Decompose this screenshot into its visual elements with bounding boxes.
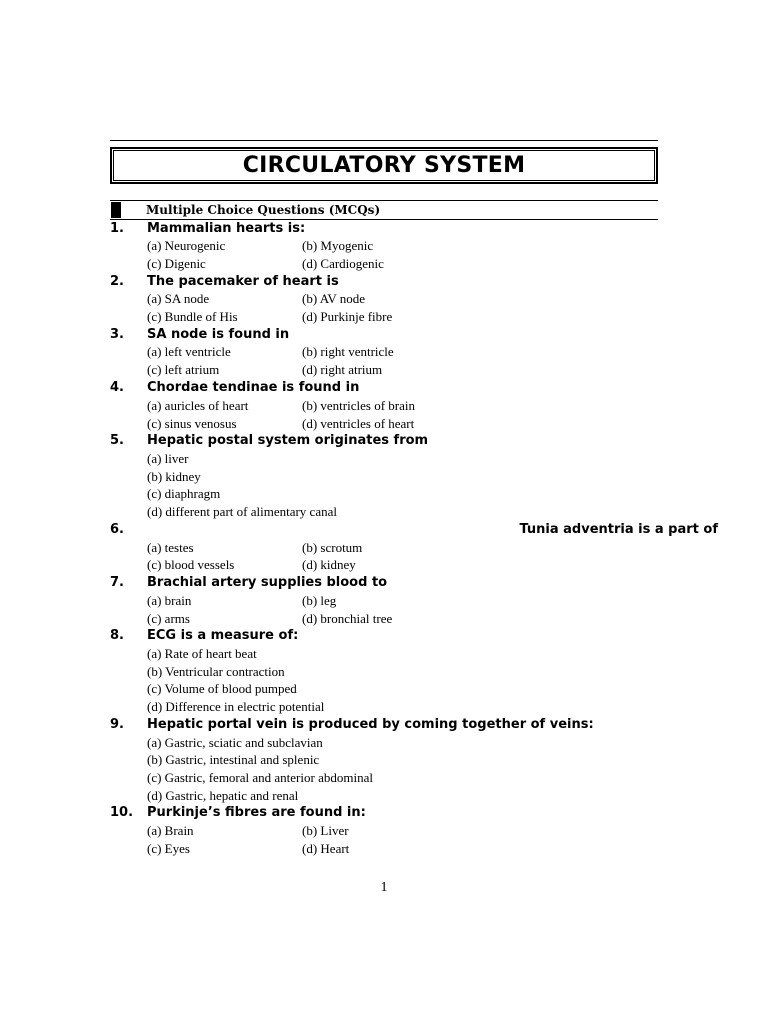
option: (d) Heart xyxy=(302,841,350,856)
option: (b) Ventricular contraction xyxy=(147,664,285,679)
question-number: 5. xyxy=(110,433,124,448)
question-number: 9. xyxy=(110,717,124,732)
option: (b) leg xyxy=(302,593,337,608)
option: (c) diaphragm xyxy=(147,486,221,501)
question-number: 6. xyxy=(110,522,124,537)
option: (d) Difference in electric potential xyxy=(147,699,325,714)
question-text: Hepatic postal system originates from xyxy=(147,433,429,448)
question-number: 7. xyxy=(110,575,124,590)
option: (d) kidney xyxy=(302,557,356,572)
question-text: The pacemaker of heart is xyxy=(147,274,339,289)
top-rule xyxy=(110,140,658,141)
question-text: Mammalian hearts is: xyxy=(147,221,306,236)
option: (c) Gastric, femoral and anterior abdominal xyxy=(147,770,373,785)
question-number: 3. xyxy=(110,327,124,342)
option: (c) left atrium xyxy=(147,362,220,377)
question-text: Chordae tendinae is found in xyxy=(147,380,360,395)
option: (b) Liver xyxy=(302,823,349,838)
option: (b) Myogenic xyxy=(302,238,374,253)
option: (c) blood vessels xyxy=(147,557,235,572)
option: (a) brain xyxy=(147,593,192,608)
option: (d) Cardiogenic xyxy=(302,256,384,271)
option: (c) Volume of blood pumped xyxy=(147,681,297,696)
question-text: ECG is a measure of: xyxy=(147,628,299,643)
option: (d) bronchial tree xyxy=(302,611,393,626)
option: (a) Brain xyxy=(147,823,194,838)
option: (a) liver xyxy=(147,451,189,466)
option: (b) Gastric, intestinal and splenic xyxy=(147,752,320,767)
option: (a) Gastric, sciatic and subclavian xyxy=(147,735,323,750)
option: (c) Eyes xyxy=(147,841,190,856)
section-marker xyxy=(111,202,121,218)
section-title: Multiple Choice Questions (MCQs) xyxy=(146,203,381,217)
option: (c) arms xyxy=(147,611,190,626)
option: (a) Rate of heart beat xyxy=(147,646,257,661)
option: (d) Purkinje fibre xyxy=(302,309,393,324)
option: (c) sinus venosus xyxy=(147,416,237,431)
question-text: Purkinje’s fibres are found in: xyxy=(147,805,366,820)
title-box xyxy=(110,147,658,184)
question-text: SA node is found in xyxy=(147,327,290,342)
question-text: Brachial artery supplies blood to xyxy=(147,575,388,590)
option: (b) AV node xyxy=(302,291,366,306)
question-number: 10. xyxy=(110,805,134,820)
question-text: Tunia adventria is a part of xyxy=(519,522,718,537)
option: (b) right ventricle xyxy=(302,344,394,359)
option: (a) auricles of heart xyxy=(147,398,249,413)
document-title: CIRCULATORY SYSTEM xyxy=(113,150,655,181)
option: (d) ventricles of heart xyxy=(302,416,415,431)
question-number: 4. xyxy=(110,380,124,395)
option: (b) scrotum xyxy=(302,540,363,555)
option: (d) Gastric, hepatic and renal xyxy=(147,788,299,803)
option: (a) testes xyxy=(147,540,194,555)
question-number: 8. xyxy=(110,628,124,643)
option: (b) ventricles of brain xyxy=(302,398,415,413)
option: (c) Digenic xyxy=(147,256,206,271)
option: (a) left ventricle xyxy=(147,344,231,359)
option: (d) right atrium xyxy=(302,362,383,377)
page-number: 1 xyxy=(380,880,388,895)
option: (d) different part of alimentary canal xyxy=(147,504,337,519)
option: (b) kidney xyxy=(147,469,201,484)
question-number: 2. xyxy=(110,274,124,289)
question-text: Hepatic portal vein is produced by coming together of veins: xyxy=(147,717,594,732)
option: (c) Bundle of His xyxy=(147,309,238,324)
option: (a) Neurogenic xyxy=(147,238,226,253)
section-header xyxy=(110,200,658,220)
question-number: 1. xyxy=(110,221,124,236)
option: (a) SA node xyxy=(147,291,210,306)
